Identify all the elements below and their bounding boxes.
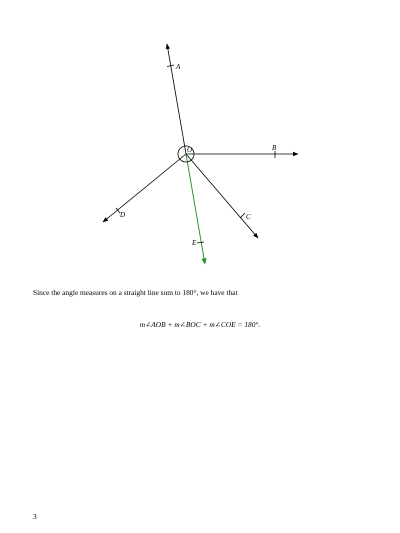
label-o: O (187, 146, 193, 154)
label-a: A (176, 63, 181, 71)
ray-oc (186, 154, 258, 238)
ray-oa (167, 44, 186, 154)
page-number: 3 (33, 512, 37, 521)
label-b: B (272, 144, 277, 152)
tick-c (240, 213, 245, 218)
label-c: C (246, 213, 251, 221)
ray-od (103, 154, 186, 222)
angle-sum-equation: m∠AOB + m∠BOC + m∠COE = 180°. (139, 320, 261, 329)
tick-e (197, 242, 204, 243)
label-e: E (192, 239, 197, 247)
body-paragraph: Since the angle measures on a straight line sum to 180°, we have that (33, 288, 238, 297)
label-d: D (120, 211, 126, 219)
ray-oe (186, 154, 205, 264)
